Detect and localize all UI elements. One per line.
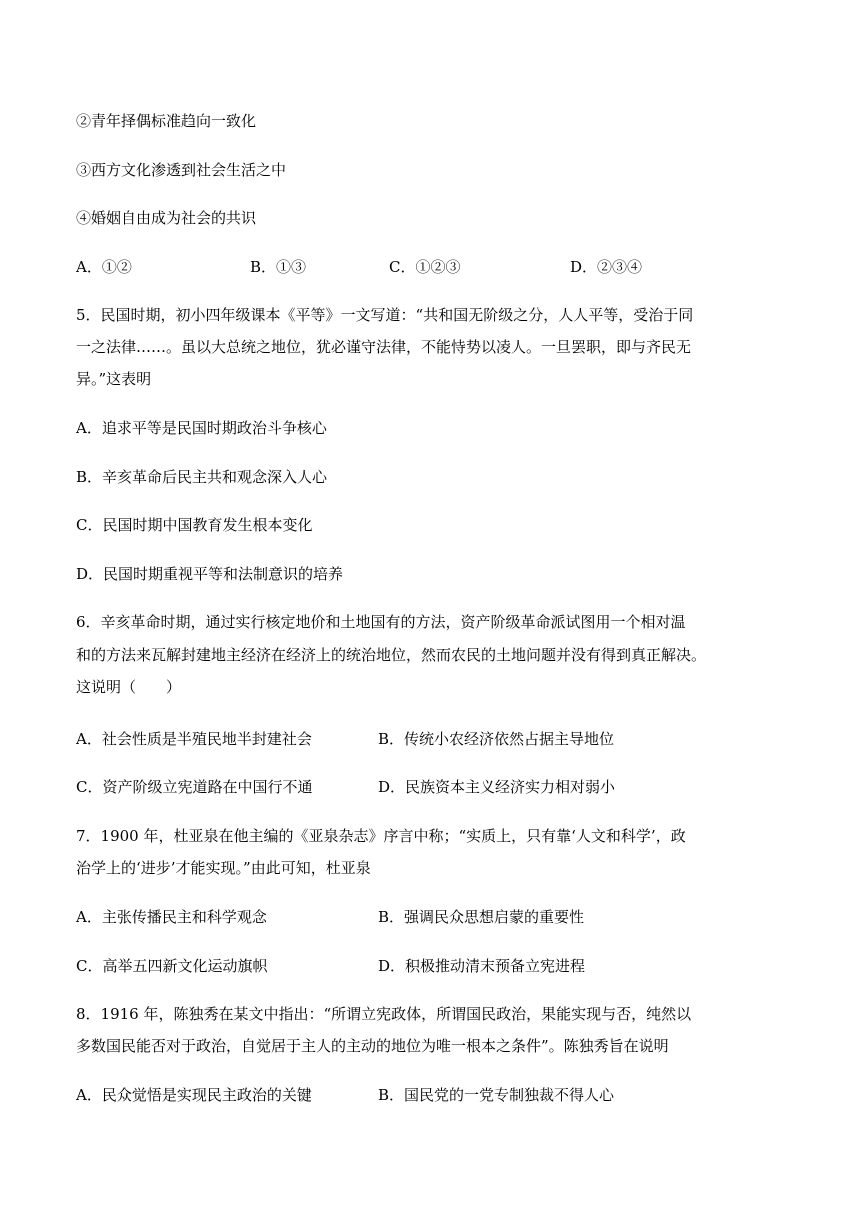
q6-stem-line-3: 这说明（ ） [76, 678, 182, 696]
q6-stem-line-2: 和的方法来瓦解封建地主经济在经济上的统治地位，然而农民的土地问题并没有得到真正解决。 [76, 646, 707, 664]
q5-stem-line-3: 异。”这表明 [76, 370, 152, 388]
q6-option-b: B．传统小农经济依然占据主导地位 [378, 730, 615, 748]
q7-option-d: D．积极推动清末预备立宪进程 [378, 957, 586, 975]
q7-option-b: B．强调民众思想启蒙的重要性 [378, 908, 585, 926]
q8-stem-line-2: 多数国民能否对于政治，自觉居于主人的主动的地位为唯一根本之条件”。陈独秀旨在说明 [76, 1037, 669, 1055]
q6-stem-line-1: 6．辛亥革命时期，通过实行核定地价和土地国有的方法，资产阶级革命派试图用一个相对温 [76, 613, 686, 631]
q4-option-d: D．②③④ [570, 258, 643, 276]
q6-option-c: C．资产阶级立宪道路在中国行不通 [76, 778, 313, 796]
q5-stem-line-2: 一之法律……。虽以大总统之地位，犹必谨守法律，不能恃势以凌人。一旦罢职，即与齐民无 [76, 338, 692, 356]
q5-option-d: D．民国时期重视平等和法制意识的培养 [76, 565, 344, 583]
q7-stem-line-2: 治学上的‘进步’才能实现。”由此可知，杜亚泉 [76, 859, 371, 877]
q6-option-d: D．民族资本主义经济实力相对弱小 [378, 778, 616, 796]
q5-option-b: B．辛亥革命后民主共和观念深入人心 [76, 468, 328, 486]
q7-stem-line-1: 7．1900 年，杜亚泉在他主编的《亚泉杂志》序言中称；“实质上，只有靠‘人文和科学’，政 [76, 827, 686, 845]
q5-option-c: C．民国时期中国教育发生根本变化 [76, 516, 313, 534]
q7-option-a: A．主张传播民主和科学观念 [76, 908, 267, 926]
q4-item-4: ④婚姻自由成为社会的共识 [76, 209, 257, 227]
q8-option-a: A．民众觉悟是实现民主政治的关键 [76, 1086, 312, 1104]
q4-option-c: C．①②③ [389, 258, 461, 276]
q4-option-b: B．①③ [250, 258, 307, 276]
q5-option-a: A．追求平等是民国时期政治斗争核心 [76, 419, 327, 437]
q8-stem-line-1: 8．1916 年，陈独秀在某文中指出：“所谓立宪政体，所谓国民政治，果能实现与否，纯然以 [76, 1005, 692, 1023]
q5-stem-line-1: 5．民国时期，初小四年级课本《平等》一文写道：“共和国无阶级之分，人人平等，受治于同 [76, 306, 694, 324]
q7-option-c: C．高举五四新文化运动旗帜 [76, 957, 268, 975]
q8-option-b: B．国民党的一党专制独裁不得人心 [378, 1086, 615, 1104]
q4-item-3: ③西方文化渗透到社会生活之中 [76, 161, 287, 179]
q6-option-a: A．社会性质是半殖民地半封建社会 [76, 730, 312, 748]
q4-option-a: A．①② [76, 258, 132, 276]
q4-item-2: ②青年择偶标准趋向一致化 [76, 112, 257, 130]
